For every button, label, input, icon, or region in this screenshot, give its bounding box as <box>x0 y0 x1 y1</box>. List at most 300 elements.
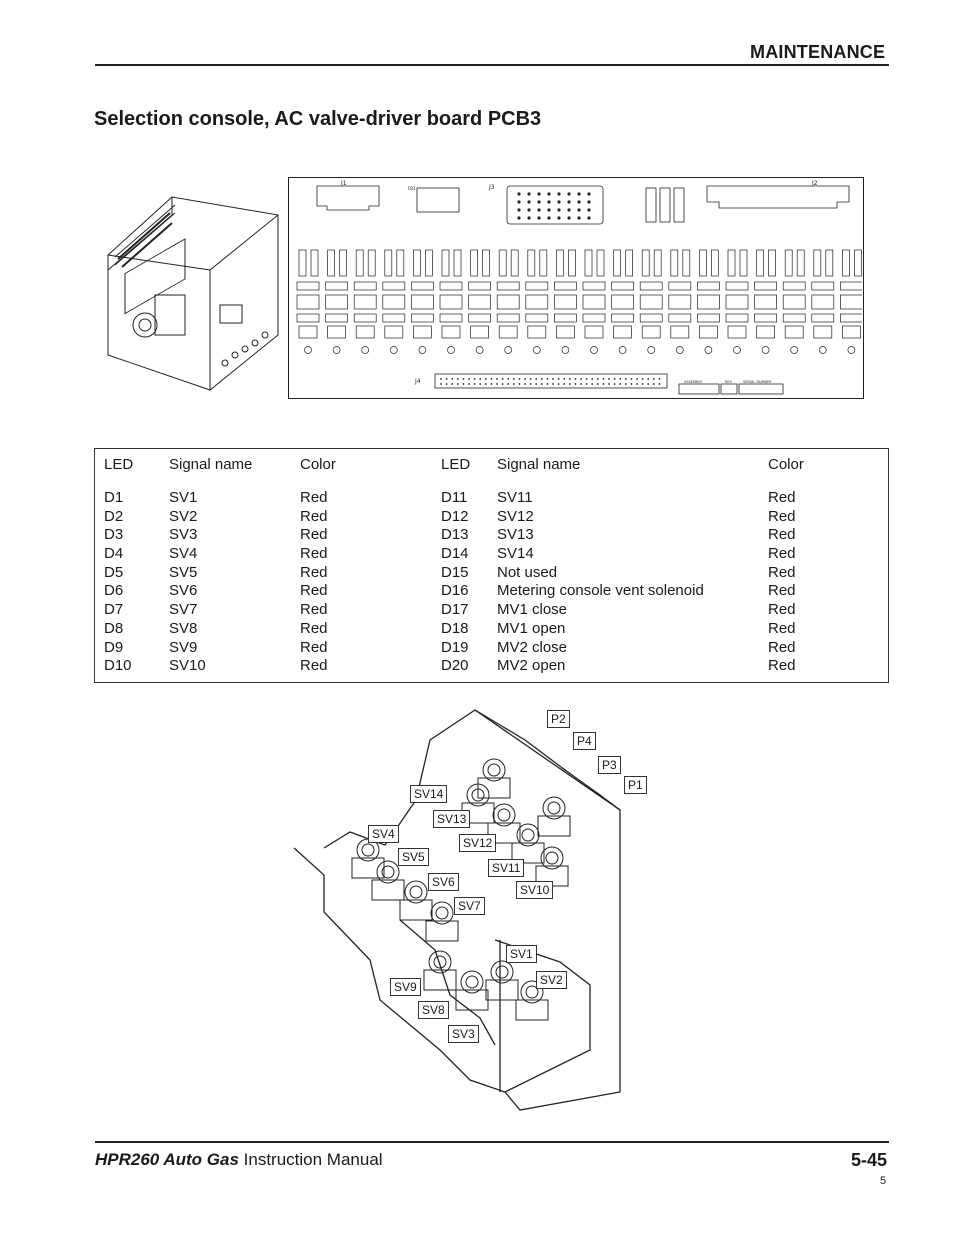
j4-pin <box>463 383 465 385</box>
table-cell-led: D8 <box>104 619 124 637</box>
table-row <box>95 508 888 527</box>
table-cell-color: Red <box>300 582 328 600</box>
table-cell-color: Red <box>300 601 328 619</box>
pcb-component <box>785 250 792 276</box>
table-cell-led: D17 <box>441 601 469 619</box>
j3-pin <box>517 200 520 203</box>
table-cell-signal: SV1 <box>169 489 198 506</box>
table-header-led: LED <box>104 456 134 473</box>
page-number: 5-45 <box>851 1150 888 1170</box>
pcb-component <box>814 250 821 276</box>
j3-pin <box>557 208 560 211</box>
table-cell-led: D11 <box>441 489 468 506</box>
pcb-component <box>676 347 683 354</box>
table-cell-signal: MV1 open <box>497 619 566 637</box>
pcb-component <box>755 314 777 322</box>
j4-pin <box>597 378 599 380</box>
pcb-component <box>854 250 861 276</box>
j4-pin <box>463 378 465 380</box>
pcb-component <box>483 250 490 276</box>
j4-pin <box>502 383 504 385</box>
pcb-component <box>757 250 764 276</box>
table-cell-color: Red <box>768 638 796 656</box>
pcb-component <box>726 282 748 290</box>
pcb-component <box>585 326 603 338</box>
solenoid-valve <box>410 886 422 898</box>
table-cell-led: D9 <box>104 638 124 656</box>
pcb-component <box>448 347 455 354</box>
j4-pin <box>586 378 588 380</box>
table-cell-signal: Not used <box>497 563 558 581</box>
j3-pin <box>557 216 560 219</box>
table-cell-led: D4 <box>104 545 124 563</box>
j4-pin <box>446 383 448 385</box>
j3-pin <box>577 208 580 211</box>
footer-rule <box>95 1141 889 1143</box>
j4-pin <box>659 383 661 385</box>
j4-pin <box>440 378 442 380</box>
callout-sv1: SV1 <box>506 945 537 963</box>
j4-pin <box>541 383 543 385</box>
pcb-component <box>640 295 662 309</box>
pcb-component <box>848 347 855 354</box>
j4-pin <box>569 378 571 380</box>
j2-label: J2 <box>812 180 818 187</box>
table-cell-led: D12 <box>441 507 469 525</box>
pcb-component <box>812 314 834 322</box>
j4-pin <box>642 383 644 385</box>
pcb-component <box>728 326 746 338</box>
pcb-component <box>469 314 491 322</box>
j4-pin <box>502 378 504 380</box>
solenoid-valve <box>496 966 508 978</box>
pcb-component <box>297 282 319 290</box>
pcb-component <box>425 250 432 276</box>
pcb-component <box>528 250 535 276</box>
j4-pin <box>479 383 481 385</box>
pcb-component <box>726 314 748 322</box>
callout-sv12: SV12 <box>459 834 496 852</box>
pcb-component <box>383 282 405 290</box>
pcb-component <box>356 326 374 338</box>
j3-pin <box>567 200 570 203</box>
j4-pin <box>547 383 549 385</box>
pcb-component <box>642 326 660 338</box>
pcb-component <box>297 295 319 309</box>
pcb-component <box>785 326 803 338</box>
callout-sv13: SV13 <box>433 810 470 828</box>
pcb-component <box>454 250 461 276</box>
pcb-component <box>728 250 735 276</box>
pcb-component <box>354 295 376 309</box>
table-cell-signal: SV11 <box>497 489 533 506</box>
pcb-component <box>511 250 518 276</box>
table-cell-led: D14 <box>441 545 469 563</box>
pcb-component <box>783 314 805 322</box>
j4-pin <box>519 383 521 385</box>
pcb-component <box>697 282 719 290</box>
pcb-component <box>699 250 706 276</box>
table-cell-color: Red <box>300 526 328 544</box>
j4-pin <box>636 378 638 380</box>
pcb-component <box>333 347 340 354</box>
table-cell-signal: SV10 <box>169 657 206 675</box>
table-row <box>95 657 888 676</box>
j4-pin <box>619 378 621 380</box>
table-cell-color: Red <box>300 507 328 525</box>
pcb-component <box>476 347 483 354</box>
led-signal-table <box>94 448 889 683</box>
j4-pin <box>659 378 661 380</box>
solenoid-valve <box>546 852 558 864</box>
pcb-component <box>840 295 862 309</box>
pcb-component <box>440 314 462 322</box>
pcb-component <box>471 250 478 276</box>
j4-pin <box>513 378 515 380</box>
table-cell-color: Red <box>768 489 796 506</box>
pcb-component <box>354 282 376 290</box>
pcb-component <box>640 314 662 322</box>
table-header-color-2: Color <box>768 456 804 473</box>
page-title: Selection console, AC valve-driver board PCB3 <box>94 108 542 130</box>
pcb-component <box>383 314 405 322</box>
j3-label: J3 <box>489 184 495 191</box>
pcb-component <box>648 347 655 354</box>
solenoid-valve <box>436 907 448 919</box>
j4-pin <box>558 378 560 380</box>
pcb-component <box>556 326 574 338</box>
table-cell-led: D20 <box>441 657 469 675</box>
table-row <box>95 582 888 601</box>
pcb-component <box>356 250 363 276</box>
pcb-component <box>791 347 798 354</box>
assembly-label: ASSEMBLY <box>684 380 703 384</box>
table-cell-signal: Metering console vent solenoid <box>497 582 704 600</box>
pcb-component <box>769 250 776 276</box>
j3-pin <box>547 216 550 219</box>
pcb-component <box>497 314 519 322</box>
callout-sv6: SV6 <box>428 873 459 891</box>
pcb-component <box>328 250 335 276</box>
pcb-component <box>554 295 576 309</box>
table-row <box>95 564 888 583</box>
j3-pin <box>557 192 560 195</box>
j4-pin <box>642 378 644 380</box>
j4-pin <box>479 378 481 380</box>
j4-pin <box>591 378 593 380</box>
j4-pin <box>631 383 633 385</box>
pcb-component <box>497 282 519 290</box>
table-cell-color: Red <box>768 526 796 544</box>
j4-pin <box>636 383 638 385</box>
table-cell-signal: SV4 <box>169 545 198 563</box>
pcb-component <box>697 295 719 309</box>
table-cell-led: D3 <box>104 526 124 544</box>
j3-pin <box>527 208 530 211</box>
j3-pin <box>527 216 530 219</box>
solenoid-valve <box>548 802 560 814</box>
table-cell-signal: SV7 <box>169 601 198 619</box>
table-cell-led: D19 <box>441 638 469 656</box>
j4-pin <box>575 378 577 380</box>
j3-pin <box>527 192 530 195</box>
pcb-component <box>583 295 605 309</box>
j3-pin <box>547 208 550 211</box>
j4-pin <box>558 383 560 385</box>
pcb-component <box>311 250 318 276</box>
table-cell-signal: SV2 <box>169 507 198 525</box>
table-cell-led: D18 <box>441 619 469 637</box>
pcb-component <box>840 314 862 322</box>
j4-pin <box>569 383 571 385</box>
pcb-component <box>755 295 777 309</box>
j4-pin <box>468 378 470 380</box>
table-cell-color: Red <box>300 545 328 563</box>
pcb3-board <box>288 177 864 399</box>
pcb-component <box>385 250 392 276</box>
j4-pin <box>552 378 554 380</box>
j4-pin <box>524 383 526 385</box>
table-row <box>95 545 888 564</box>
table-header-signal: Signal name <box>169 456 253 473</box>
j4-pin <box>608 383 610 385</box>
j4-pin <box>608 378 610 380</box>
pcb-component <box>562 347 569 354</box>
j3-pin <box>567 192 570 195</box>
table-cell-color: Red <box>300 563 328 581</box>
table-cell-signal: SV8 <box>169 619 198 637</box>
pcb-component <box>591 347 598 354</box>
header-rule <box>95 64 889 66</box>
j4-pin <box>451 378 453 380</box>
pcb-component <box>440 295 462 309</box>
table-row <box>95 620 888 639</box>
j4-pin <box>580 383 582 385</box>
callout-sv5: SV5 <box>398 848 429 866</box>
j4-pin <box>507 383 509 385</box>
table-cell-led: D15 <box>441 563 469 581</box>
solenoid-valve <box>488 764 500 776</box>
pcb-component <box>612 314 634 322</box>
pcb-component <box>469 295 491 309</box>
pcb-component <box>726 295 748 309</box>
j3-pin <box>587 216 590 219</box>
callout-p2: P2 <box>547 710 570 728</box>
pcb-component <box>814 326 832 338</box>
pcb-component <box>411 314 433 322</box>
j4-pin <box>647 383 649 385</box>
pcb-component <box>533 347 540 354</box>
revision-number: 5 <box>880 1175 887 1187</box>
pcb-component <box>842 250 849 276</box>
table-header-led-2: LED <box>441 456 471 473</box>
callout-sv2: SV2 <box>536 971 567 989</box>
pcb-component <box>411 282 433 290</box>
j4-pin <box>440 383 442 385</box>
pcb-component <box>556 250 563 276</box>
callout-sv14: SV14 <box>410 785 447 803</box>
j4-pin <box>541 378 543 380</box>
pcb-component <box>419 347 426 354</box>
table-cell-led: D1 <box>104 489 124 506</box>
pcb-component <box>842 326 860 338</box>
pcb-component <box>642 250 649 276</box>
j4-pin <box>507 378 509 380</box>
pcb-component <box>669 295 691 309</box>
pcb-component <box>385 326 403 338</box>
table-row <box>95 489 888 508</box>
pcb-component <box>669 282 691 290</box>
table-row <box>95 526 888 545</box>
solenoid-valve <box>466 976 478 988</box>
callout-sv11: SV11 <box>488 859 524 877</box>
callout-sv4: SV4 <box>368 825 399 843</box>
callout-p1: P1 <box>624 776 647 794</box>
pcb-component <box>626 250 633 276</box>
pcb-component <box>734 347 741 354</box>
j4-pin <box>653 383 655 385</box>
table-cell-color: Red <box>768 601 796 619</box>
j4-pin <box>474 383 476 385</box>
table-cell-led: D2 <box>104 507 124 525</box>
j4-pin <box>524 378 526 380</box>
table-cell-led: D5 <box>104 563 124 581</box>
pcb-component <box>697 314 719 322</box>
j4-pin <box>519 378 521 380</box>
callout-p4: P4 <box>573 732 596 750</box>
table-cell-signal: MV2 close <box>497 638 568 656</box>
valve-assembly-drawing <box>290 700 650 1130</box>
j3-pin <box>577 216 580 219</box>
j4-pin <box>647 378 649 380</box>
pcb-component <box>583 314 605 322</box>
pcb-component <box>526 314 548 322</box>
pcb-component <box>497 295 519 309</box>
pcb-component <box>326 314 348 322</box>
pcb-component <box>669 314 691 322</box>
pcb-component <box>526 282 548 290</box>
pcb-component <box>411 295 433 309</box>
pcb-component <box>762 347 769 354</box>
j4-pin <box>625 378 627 380</box>
pcb-component <box>528 326 546 338</box>
j4-pin <box>619 383 621 385</box>
pcb-component <box>305 347 312 354</box>
pcb-component <box>597 250 604 276</box>
table-cell-color: Red <box>768 507 796 525</box>
j4-pin <box>614 378 616 380</box>
pcb-component <box>757 326 775 338</box>
table-cell-color: Red <box>300 657 328 675</box>
j4-pin <box>597 383 599 385</box>
pcb-component <box>612 282 634 290</box>
table-cell-color: Red <box>768 657 796 675</box>
j3-pin <box>537 200 540 203</box>
pcb-component <box>442 326 460 338</box>
pcb-component <box>812 282 834 290</box>
j4-pin <box>446 378 448 380</box>
j3-pin <box>587 192 590 195</box>
pcb-component <box>413 250 420 276</box>
table-cell-signal: SV9 <box>169 638 198 656</box>
j4-pin <box>563 378 565 380</box>
j3-pin <box>547 200 550 203</box>
table-row <box>95 601 888 620</box>
pcb-component <box>612 295 634 309</box>
pcb-component <box>499 326 517 338</box>
j4-pin <box>457 383 459 385</box>
j3-pin <box>537 208 540 211</box>
table-cell-signal: SV5 <box>169 563 198 581</box>
j4-pin <box>474 378 476 380</box>
j3-pin <box>517 216 520 219</box>
pcb-component <box>442 250 449 276</box>
j4-pin <box>575 383 577 385</box>
j4-pin <box>485 383 487 385</box>
callout-sv9: SV9 <box>390 978 421 996</box>
table-cell-color: Red <box>768 619 796 637</box>
j4-pin <box>513 383 515 385</box>
j3-pin <box>577 200 580 203</box>
table-cell-color: Red <box>768 582 796 600</box>
table-cell-color: Red <box>300 619 328 637</box>
pcb-component <box>654 250 661 276</box>
table-header-signal-2: Signal name <box>497 456 581 473</box>
j4-pin <box>535 378 537 380</box>
pcb-component <box>328 326 346 338</box>
j3-pin <box>517 208 520 211</box>
console-enclosure-drawing <box>100 185 285 395</box>
solenoid-valve <box>498 809 510 821</box>
j4-pin <box>614 383 616 385</box>
j4-pin <box>603 383 605 385</box>
pcb-component <box>413 326 431 338</box>
j4-label: J4 <box>415 378 421 385</box>
pcb-component <box>671 250 678 276</box>
pcb-component <box>526 295 548 309</box>
j4-pin <box>491 378 493 380</box>
j3-pin <box>527 200 530 203</box>
pcb-component <box>554 282 576 290</box>
solenoid-valve <box>522 829 534 841</box>
pcb-component <box>362 347 369 354</box>
pcb-component <box>297 314 319 322</box>
pcb-component <box>299 250 306 276</box>
pcb-component <box>440 282 462 290</box>
j4-pin <box>491 383 493 385</box>
j3-pin <box>537 216 540 219</box>
table-cell-led: D16 <box>441 582 469 600</box>
table-cell-signal: SV14 <box>497 545 534 563</box>
table-cell-led: D10 <box>104 657 132 675</box>
callout-sv10: SV10 <box>516 881 553 899</box>
pcb-component <box>568 250 575 276</box>
product-name: HPR260 Auto Gas <box>95 1150 239 1169</box>
callout-sv8: SV8 <box>418 1001 449 1019</box>
j4-pin <box>586 383 588 385</box>
table-row <box>95 639 888 658</box>
rev-label: REV <box>725 380 733 384</box>
pcb-component <box>505 347 512 354</box>
table-cell-signal: SV6 <box>169 582 198 600</box>
pcb-component <box>640 282 662 290</box>
fuse-label: FB1 <box>408 186 416 191</box>
j3-pin <box>577 192 580 195</box>
pcb-component <box>705 347 712 354</box>
j4-pin <box>535 383 537 385</box>
pcb-component <box>826 250 833 276</box>
solenoid-valve <box>362 844 374 856</box>
